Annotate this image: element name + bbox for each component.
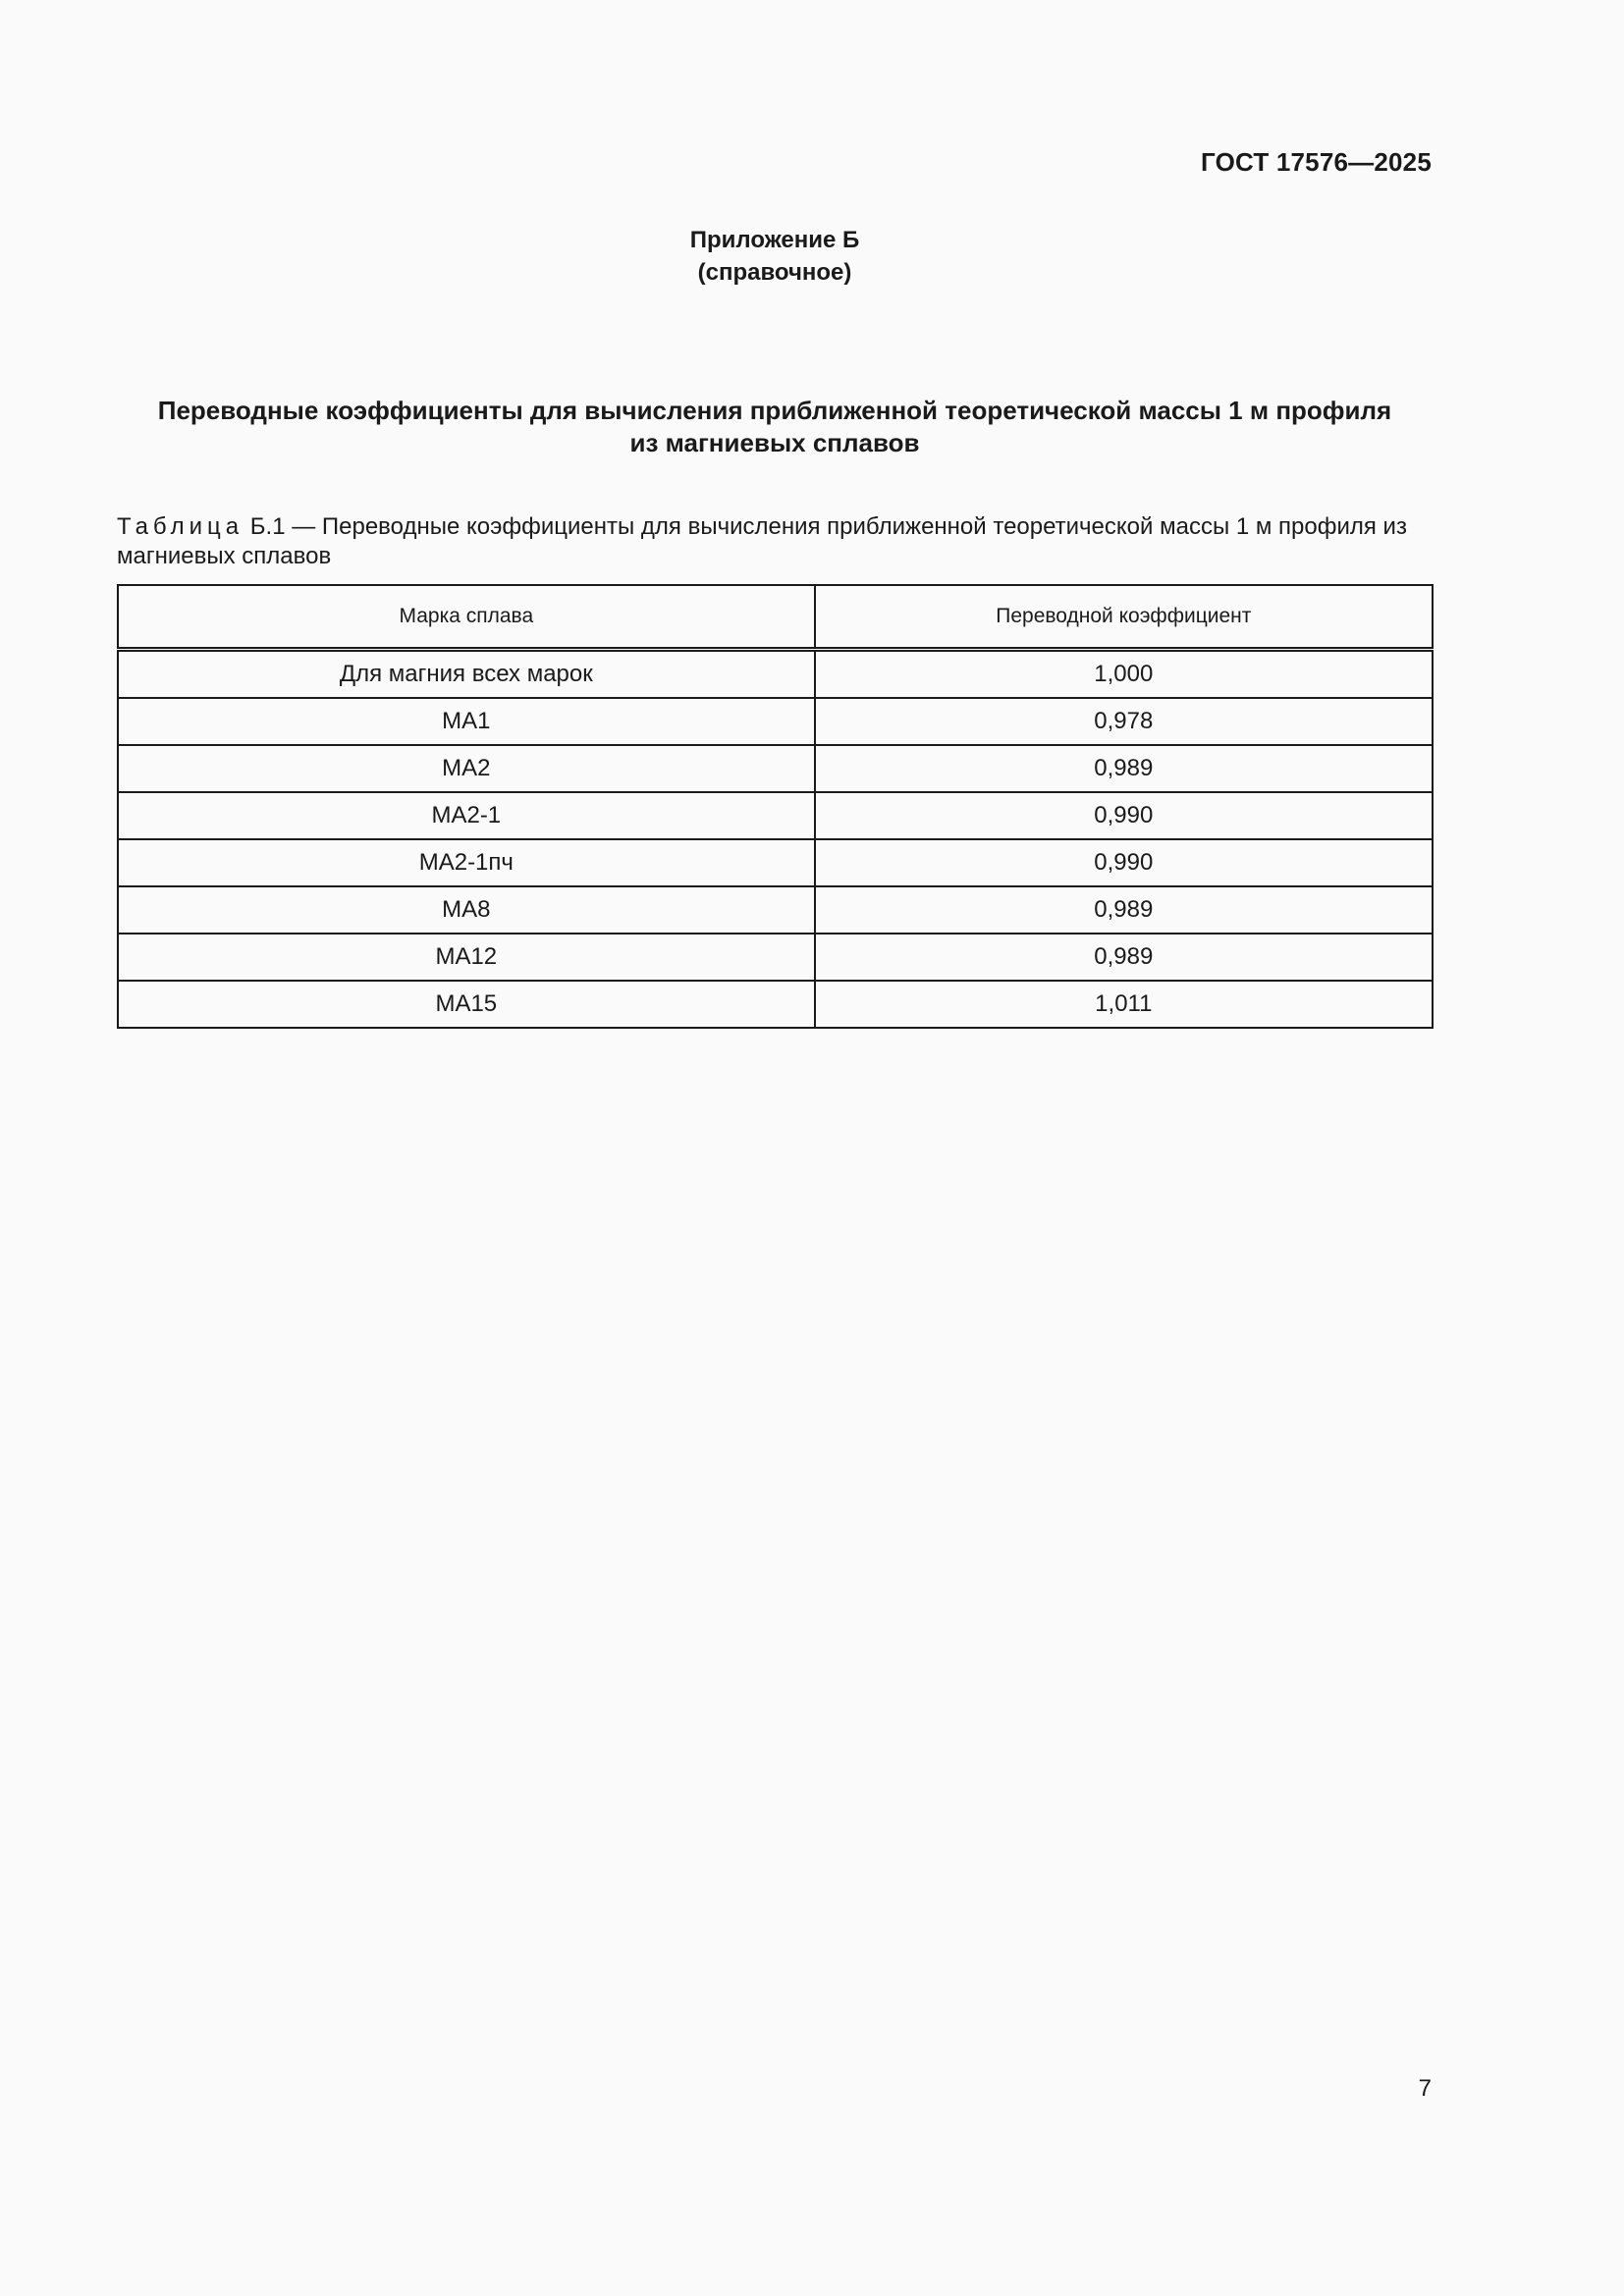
table-row bbox=[118, 839, 1433, 886]
conversion-coefficients-table bbox=[117, 584, 1434, 1029]
header-alloy-grade: Марка сплава bbox=[118, 585, 815, 650]
table-row bbox=[118, 792, 1433, 839]
cell-coefficient: 0,978 bbox=[815, 698, 1433, 745]
annex-type: (справочное) bbox=[697, 259, 852, 286]
cell-alloy-grade: МА1 bbox=[118, 698, 815, 745]
table-header-row bbox=[118, 585, 1433, 650]
page-number: 7 bbox=[1418, 2075, 1432, 2102]
cell-coefficient: 0,989 bbox=[815, 745, 1433, 792]
annex-heading bbox=[0, 224, 1549, 289]
cell-coefficient: 1,000 bbox=[815, 650, 1433, 699]
table-caption-label: Таблица bbox=[117, 513, 244, 540]
table-caption bbox=[117, 512, 1433, 571]
table-row bbox=[118, 650, 1433, 699]
cell-alloy-grade: МА2 bbox=[118, 745, 815, 792]
cell-alloy-grade: Для магния всех марок bbox=[118, 650, 815, 699]
cell-alloy-grade: МА2-1пч bbox=[118, 839, 815, 886]
cell-coefficient: 0,990 bbox=[815, 839, 1433, 886]
cell-alloy-grade: МА12 bbox=[118, 934, 815, 981]
cell-coefficient: 1,011 bbox=[815, 981, 1433, 1028]
table-row bbox=[118, 981, 1433, 1028]
cell-alloy-grade: МА8 bbox=[118, 886, 815, 934]
table-caption-text: Б.1 — Переводные коэффициенты для вычисления приближенной теоретической массы 1 м профиля из магниевых сплавов bbox=[117, 513, 1407, 569]
annex-title: Приложение Б bbox=[689, 227, 860, 253]
cell-coefficient: 0,989 bbox=[815, 886, 1433, 934]
section-title: Переводные коэффициенты для вычисления приближенной теоретической массы 1 м профиля из магниевых сплавов bbox=[157, 396, 1392, 457]
cell-coefficient: 0,990 bbox=[815, 792, 1433, 839]
document-code: ГОСТ 17576—2025 bbox=[1201, 147, 1432, 177]
cell-coefficient: 0,989 bbox=[815, 934, 1433, 981]
table-row bbox=[118, 698, 1433, 745]
table-row bbox=[118, 745, 1433, 792]
cell-alloy-grade: МА15 bbox=[118, 981, 815, 1028]
cell-alloy-grade: МА2-1 bbox=[118, 792, 815, 839]
table-row bbox=[118, 886, 1433, 934]
table-row bbox=[118, 934, 1433, 981]
header-conversion-coefficient: Переводной коэффициент bbox=[815, 585, 1433, 650]
